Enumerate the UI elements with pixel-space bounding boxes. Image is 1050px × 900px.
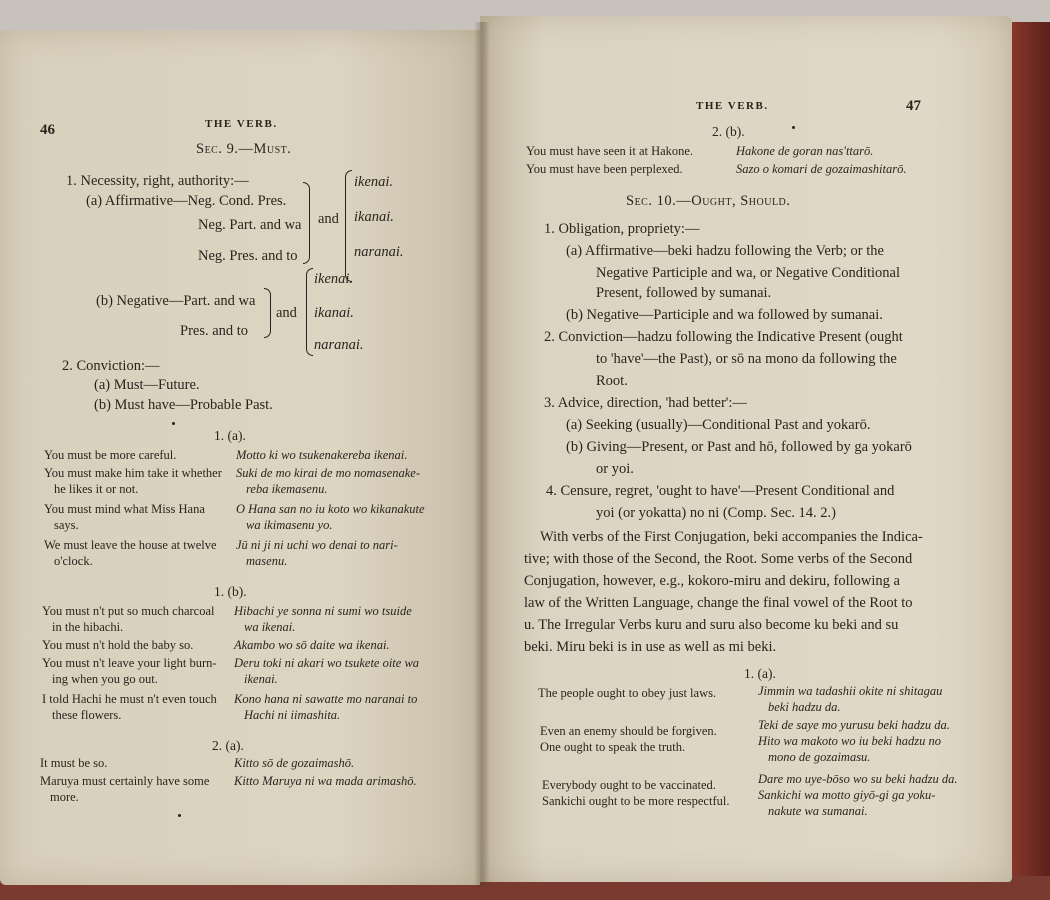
neg-form: ikanai.: [314, 305, 354, 321]
example-en: You must n't leave your light burn-: [42, 656, 217, 670]
example-en: You must mind what Miss Hana: [44, 502, 205, 516]
example-jp: Kitto sō de gozaimashō.: [234, 756, 355, 770]
body-line: law of the Written Language, change the final vowel of the Root to: [524, 595, 913, 611]
example-en: One ought to speak the truth.: [540, 740, 686, 754]
example-jp: wa ikimasenu yo.: [246, 518, 333, 532]
body-line: (a) Affirmative—beki hadzu following the Verb; or the: [566, 243, 884, 259]
item-2b: (b) Must have—Probable Past.: [94, 397, 273, 413]
example-en: You must be more careful.: [44, 448, 177, 462]
example-jp: Jū ni ji ni uchi wo denai to nari-: [236, 538, 398, 552]
example-en: he likes it or not.: [54, 482, 139, 496]
brace-left: [345, 170, 352, 282]
example-en: ing when you go out.: [52, 672, 158, 686]
example-heading: 1. (b).: [214, 584, 247, 599]
and-1: and: [318, 211, 339, 227]
example-jp: Suki de mo kirai de mo nomasenake-: [236, 466, 420, 480]
page-number: 47: [906, 98, 921, 114]
example-jp: Sankichi wa motto giyō-gi ga yoku-: [758, 788, 936, 802]
example-jp: Dare mo uye-bōso wo su beki hadzu da.: [758, 772, 958, 786]
body-line: (b) Giving—Present, or Past and hō, followed by ga yokarō: [566, 439, 912, 455]
brace-right: [303, 182, 310, 264]
body-line: Negative Participle and wa, or Negative Conditional: [596, 265, 901, 281]
example-heading: 2. (a).: [212, 738, 244, 753]
running-head: THE VERB.: [696, 100, 769, 112]
neg-form: naranai.: [314, 337, 364, 353]
body-line: Root.: [596, 373, 628, 389]
example-en: Even an enemy should be forgiven.: [540, 724, 717, 738]
example-en: in the hibachi.: [52, 620, 124, 634]
example-en: I told Hachi he must n't even touch: [42, 692, 217, 706]
book-gutter: [474, 22, 490, 887]
example-jp: beki hadzu da.: [768, 700, 841, 714]
example-en: We must leave the house at twelve: [44, 538, 217, 552]
pres-to: Pres. and to: [180, 323, 249, 339]
example-jp: Hachi ni iimashita.: [244, 708, 341, 722]
item-1b: (b) Negative—Part. and wa: [96, 293, 256, 309]
body-line: Present, followed by sumanai.: [596, 285, 772, 301]
example-en: You must have been perplexed.: [526, 162, 683, 176]
example-jp: Deru toki ni akari wo tsukete oite wa: [234, 656, 420, 670]
right-page: [480, 16, 1012, 882]
left-page: [0, 30, 480, 885]
body-line: to 'have'—the Past), or sō na mono da following the: [596, 351, 897, 367]
example-en: these flowers.: [52, 708, 122, 722]
neg-part-wa: Neg. Part. and wa: [198, 217, 302, 233]
body-line: With verbs of the First Conjugation, beki accompanies the Indica-: [540, 529, 923, 545]
example-jp: Hito wa makoto wo iu beki hadzu no: [758, 734, 941, 748]
section-title: Sec. 10.—Ought, Should.: [626, 193, 791, 209]
example-jp: Jimmin wa tadashii okite ni shitagau: [758, 684, 943, 698]
aff-form: ikenai.: [354, 174, 394, 190]
item-1: 1. Necessity, right, authority:—: [66, 173, 249, 189]
example-en: The people ought to obey just laws.: [538, 686, 717, 700]
example-jp: wa ikenai.: [244, 620, 296, 634]
body-line: tive; with those of the Second, the Root. Some verbs of the Second: [524, 551, 913, 567]
aff-form: ikanai.: [354, 209, 394, 225]
example-en: You must n't put so much charcoal: [42, 604, 215, 618]
example-en: says.: [54, 518, 79, 532]
section-title: Sec. 9.—Must.: [196, 141, 292, 157]
body-line: 1. Obligation, propriety:—: [544, 221, 700, 237]
example-jp: Hakone de goran nas'ttarō.: [736, 144, 874, 158]
example-jp: masenu.: [246, 554, 288, 568]
example-en: Sankichi ought to be more respectful.: [542, 794, 730, 808]
page-number: 46: [40, 122, 55, 138]
example-jp: Akambo wo sō daite wa ikenai.: [234, 638, 390, 652]
example-jp: Kono hana ni sawatte mo naranai to: [234, 692, 418, 706]
example-jp: Teki de saye mo yurusu beki hadzu da.: [758, 718, 950, 732]
body-line: or yoi.: [596, 461, 634, 477]
body-line: beki. Miru beki is in use as well as mi beki.: [524, 639, 777, 655]
body-line: (b) Negative—Participle and wa followed by sumanai.: [566, 307, 883, 323]
example-en: You must make him take it whether: [44, 466, 222, 480]
neg-form: ikenai.: [314, 271, 354, 287]
and-2: and: [276, 305, 297, 321]
ink-mark: [178, 814, 181, 817]
neg-pres-to: Neg. Pres. and to: [198, 248, 298, 264]
example-jp: O Hana san no iu koto wo kikanakute: [236, 502, 425, 516]
example-jp: Kitto Maruya ni wa mada arimashō.: [234, 774, 417, 788]
example-jp: ikenai.: [244, 672, 278, 686]
example-heading: 1. (a).: [214, 428, 246, 443]
example-en: o'clock.: [54, 554, 93, 568]
example-en: Maruya must certainly have some: [40, 774, 210, 788]
body-line: u. The Irregular Verbs kuru and suru also become ku beki and su: [524, 617, 899, 633]
body-line: yoi (or yokatta) no ni (Comp. Sec. 14. 2.): [596, 505, 837, 521]
item-1a: (a) Affirmative—Neg. Cond. Pres.: [86, 193, 287, 209]
example-jp: Hibachi ye sonna ni sumi wo tsuide: [234, 604, 412, 618]
example-heading: 1. (a).: [744, 666, 776, 681]
example-jp: Motto ki wo tsukenakereba ikenai.: [236, 448, 408, 462]
body-line: 3. Advice, direction, 'had better':—: [544, 395, 747, 411]
example-jp: Sazo o komari de gozaimashitarō.: [736, 162, 907, 176]
body-line: 4. Censure, regret, 'ought to have'—Present Conditional and: [546, 483, 895, 499]
example-en: You must n't hold the baby so.: [42, 638, 194, 652]
ink-mark: [792, 126, 795, 129]
example-jp: nakute wa sumanai.: [768, 804, 868, 818]
body-line: (a) Seeking (usually)—Conditional Past and yokarō.: [566, 417, 871, 433]
brace-right: [264, 288, 271, 338]
example-en: It must be so.: [40, 756, 108, 770]
example-en: You must have seen it at Hakone.: [526, 144, 694, 158]
brace-left: [306, 268, 313, 356]
item-2a: (a) Must—Future.: [94, 377, 200, 393]
running-head: THE VERB.: [205, 118, 278, 130]
aff-form: naranai.: [354, 244, 404, 260]
example-en: more.: [50, 790, 79, 804]
example-jp: mono de gozaimasu.: [768, 750, 871, 764]
item-2: 2. Conviction:—: [62, 358, 160, 374]
example-en: Everybody ought to be vaccinated.: [542, 778, 716, 792]
book-cover-edge: [1008, 22, 1050, 900]
example-jp: reba ikemasenu.: [246, 482, 328, 496]
body-line: 2. Conviction—hadzu following the Indicative Present (ought: [544, 329, 903, 345]
example-heading: 2. (b).: [712, 124, 745, 139]
body-line: Conjugation, however, e.g., kokoro-miru and dekiru, following a: [524, 573, 900, 589]
ink-mark: [172, 422, 175, 425]
